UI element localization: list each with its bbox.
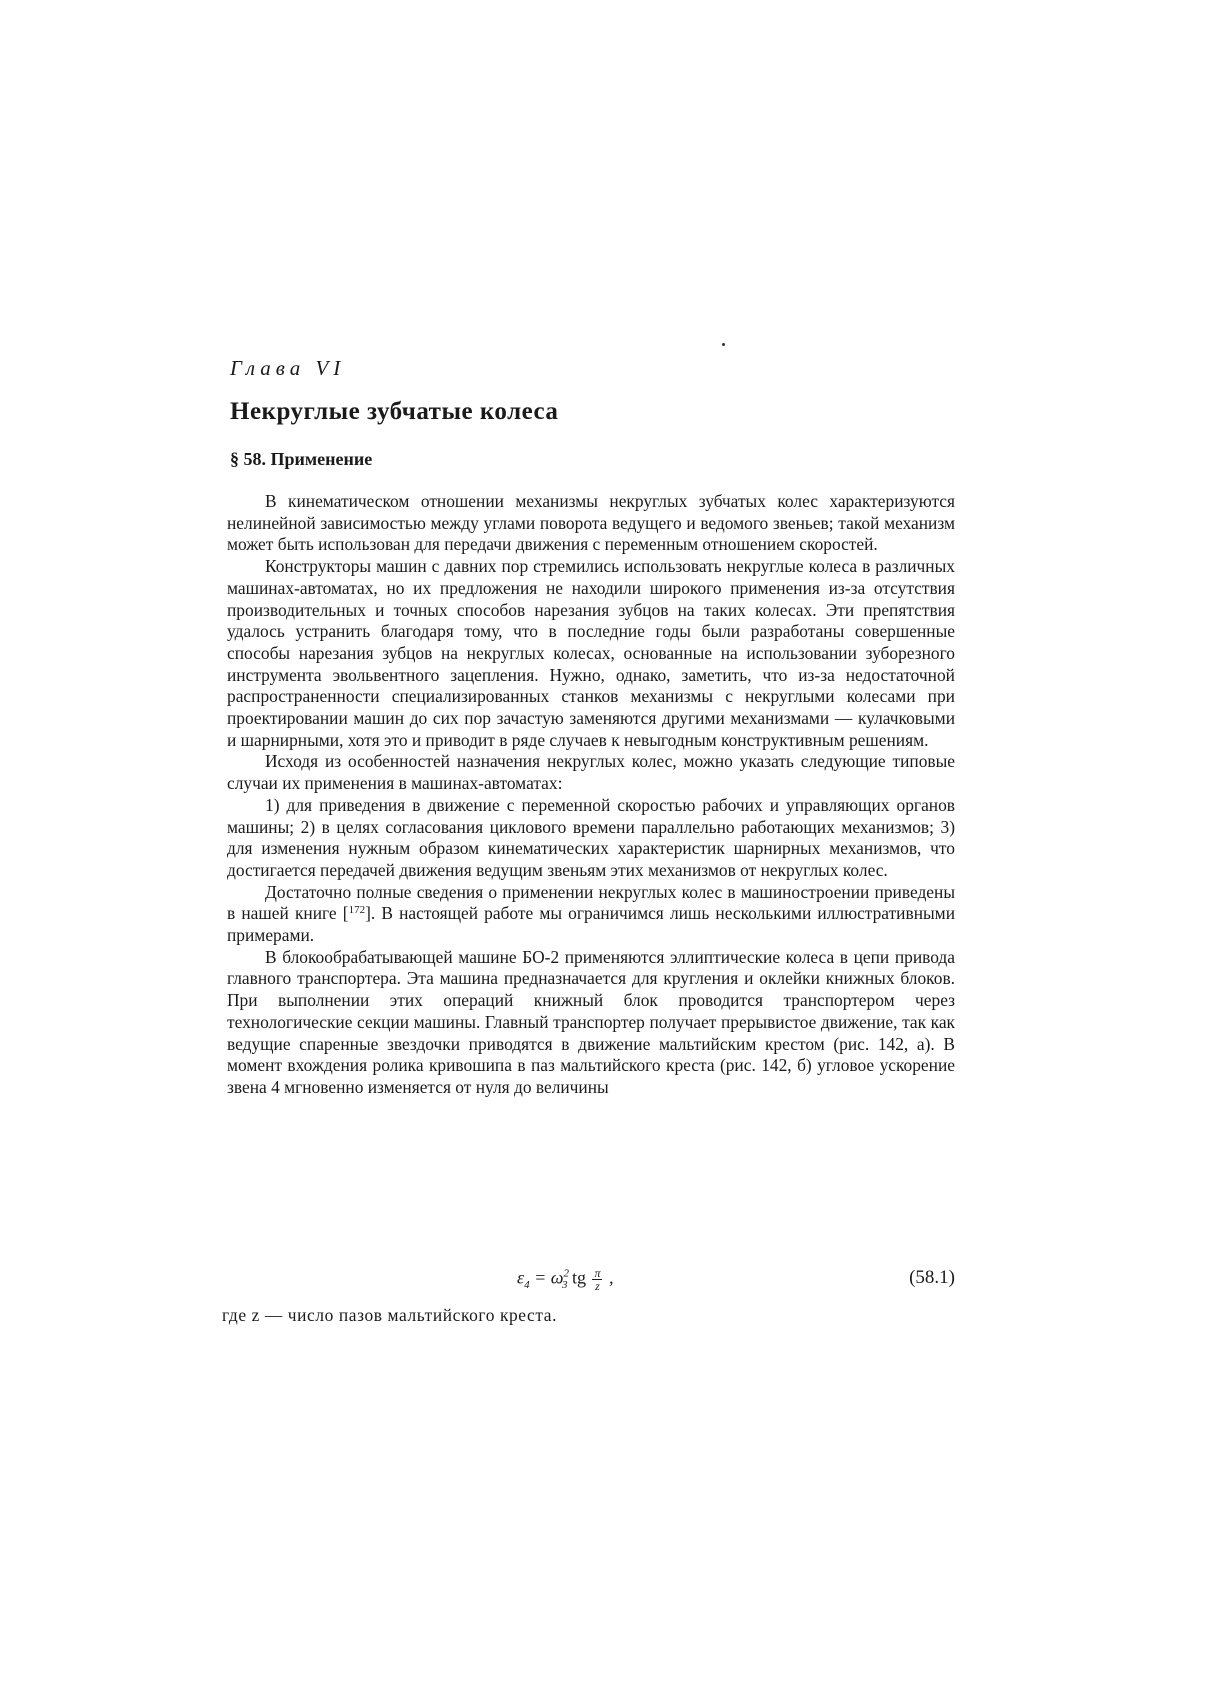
paragraph-5-text: Достаточно полные сведения о применении некруглых колес в машиностроении приведены в нашей книге [ (227, 881, 955, 924)
reference-number: 172 (348, 904, 366, 917)
fraction-denominator: z (595, 1279, 600, 1293)
body-text (227, 491, 955, 1099)
formula-tg: tg (567, 1267, 591, 1288)
paragraph-1: В кинематическом отношении механизмы некруглых зубчатых колес характеризуются нелинейной зависимостью между углами поворота ведущего и ведомого звеньев; такой механизм может быть использован для передачи движения с переменным отношением скоростей. (227, 491, 955, 555)
formula-fraction (592, 1267, 602, 1292)
formula-row (227, 1267, 955, 1297)
formula-comma: , (604, 1267, 614, 1288)
fraction-numerator: π (594, 1266, 601, 1280)
scan-speck (722, 343, 725, 346)
paragraph-3: Исходя из особенностей назначения некруглых колес, можно указать следующие типовые случаи их применения в машинах-автоматах: (227, 751, 955, 794)
formula-omega: = ω (529, 1267, 564, 1288)
formula-lhs-subscript: 4 (524, 1279, 530, 1292)
formula-omega-sub: 3 (561, 1279, 568, 1292)
formula-lhs: ε (517, 1267, 525, 1288)
where-line: где z — число пазов мальтийского креста. (222, 1305, 558, 1325)
paragraph-4: 1) для приведения в движение с переменной скоростью рабочих и управляющих органов машины; 2) в целях согласования циклового времени параллельно работающих механизмов; 3) для изменения нужным образом кинематических характеристик шарнирных механизмов, что достигается передачей движения ведущим звеньям этих механизмов от некруглых колес. (227, 794, 955, 880)
chapter-label: Глава VI (230, 356, 346, 380)
paragraph-5 (227, 882, 955, 947)
paragraph-2: Конструкторы машин с давних пор стремились использовать некруглые колеса в различных машинах-автоматах, но их предложения не находили широкого применения из-за отсутствия производительных и точных способов нарезания зубцов на таких колесах. Эти препятствия удалось устранить благодаря тому, что в последние годы были разработаны совершенные способы нарезания зубцов на некруглых колесах, основанные на использовании зуборезного инструмента эвольвентного зацепления. Нужно, однако, заметить, что из-за недостаточной распространенности специализированных станков механизмы с некруглыми колесами при проектировании машин до сих пор зачастую заменяются другими механизмами — кулачковыми и шарнирными, хотя это и приводит в ряде случаев к невыгодным конструктивным решениям. (227, 556, 955, 750)
formula-58-1 (517, 1267, 613, 1292)
paragraph-6: В блокообрабатывающей машине БО-2 применяются эллиптические колеса в цепи привода главного транспортера. Эта машина предназначается для кругления и оклейки книжных блоков. При выполнении этих операций книжный блок проводится транспортером через технологические секции машины. Главный транспортер получает прерывистое движение, так как ведущие спаренные звездочки приводятся в движение мальтийским крестом (рис. 142, а). В момент вхождения ролика кривошипа в паз мальтийского креста (рис. 142, б) угловое ускорение звена 4 мгновенно изменяется от нуля до величины (227, 946, 955, 1097)
section-title: § 58. Применение (230, 449, 373, 469)
paragraph-5-text-end: ]. В настоящей работе мы ограничимся лишь несколькими иллюстративными примерами. (227, 903, 955, 946)
chapter-title: Некруглые зубчатые колеса (230, 398, 559, 425)
equation-number: (58.1) (909, 1267, 955, 1288)
formula-omega-sup: 2 (563, 1267, 569, 1280)
